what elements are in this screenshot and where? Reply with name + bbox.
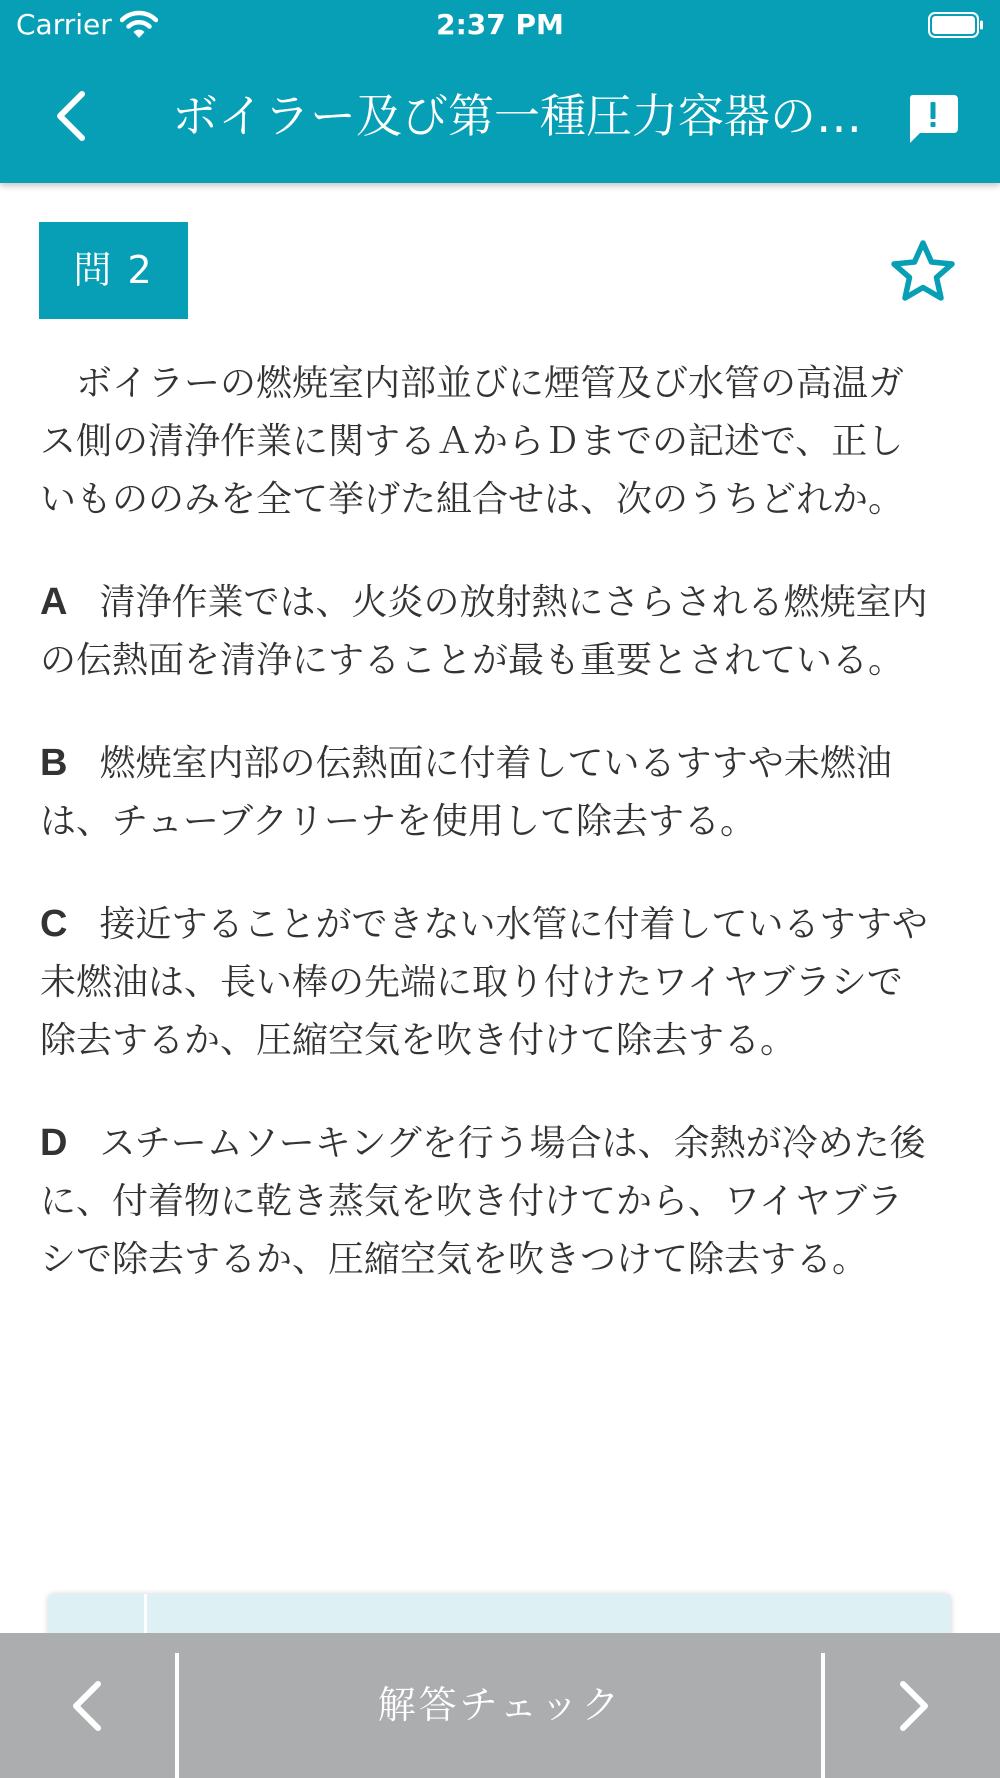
chevron-left-icon	[50, 90, 90, 142]
carrier-label: Carrier	[16, 8, 112, 41]
report-button[interactable]	[898, 84, 968, 154]
star-outline-icon	[890, 239, 956, 303]
chevron-right-icon	[893, 1680, 933, 1732]
statement-letter: B	[40, 742, 68, 784]
statement-d	[40, 1114, 935, 1289]
previous-question-button[interactable]	[0, 1633, 175, 1778]
statement-letter: D	[40, 1122, 68, 1164]
app-header	[0, 0, 1000, 183]
navigation-bar	[0, 62, 1000, 170]
statement-b	[40, 734, 935, 851]
question-content	[40, 355, 935, 1333]
bottom-toolbar	[0, 1633, 1000, 1778]
chevron-left-icon	[68, 1680, 108, 1732]
statement-a	[40, 573, 935, 690]
report-bubble-icon	[906, 93, 960, 145]
answer-check-button[interactable]: 解答チェック	[377, 1683, 623, 1727]
statement-c	[40, 895, 935, 1070]
battery-icon	[928, 12, 984, 38]
statement-letter: C	[40, 903, 68, 945]
statement-text: 清浄作業では、火炎の放射熱にさらされる燃焼室内の伝熱面を清浄にすることが最も重要とされている。	[40, 582, 928, 681]
page-title: ボイラー及び第一種圧力容器の…	[172, 89, 862, 143]
back-button[interactable]	[30, 80, 110, 152]
question-stem: ボイラーの燃焼室内部並びに煙管及び水管の高温ガス側の清浄作業に関するＡからＤまでの記述で、正しいもののみを全て挙げた組合せは、次のうちどれか。	[40, 363, 905, 520]
question-number-badge: 問 2	[39, 222, 188, 319]
favorite-button[interactable]	[888, 236, 958, 306]
statement-text: スチームソーキングを行う場合は、余熱が冷めた後に、付着物に乾き蒸気を吹き付けてから、ワイヤブラシで除去するか、圧縮空気を吹きつけて除去する。	[40, 1123, 926, 1280]
status-time: 2:37 PM	[436, 8, 564, 41]
statement-letter: A	[40, 581, 68, 623]
statement-text: 燃焼室内部の伝熱面に付着しているすすや未燃油は、チューブクリーナを使用して除去する。	[40, 743, 892, 842]
statement-text: 接近することができない水管に付着しているすすや未燃油は、長い棒の先端に取り付けたワイヤブラシで除去するか、圧縮空気を吹き付けて除去する。	[40, 904, 928, 1061]
status-bar	[0, 0, 1000, 50]
next-question-button[interactable]	[825, 1633, 1000, 1778]
